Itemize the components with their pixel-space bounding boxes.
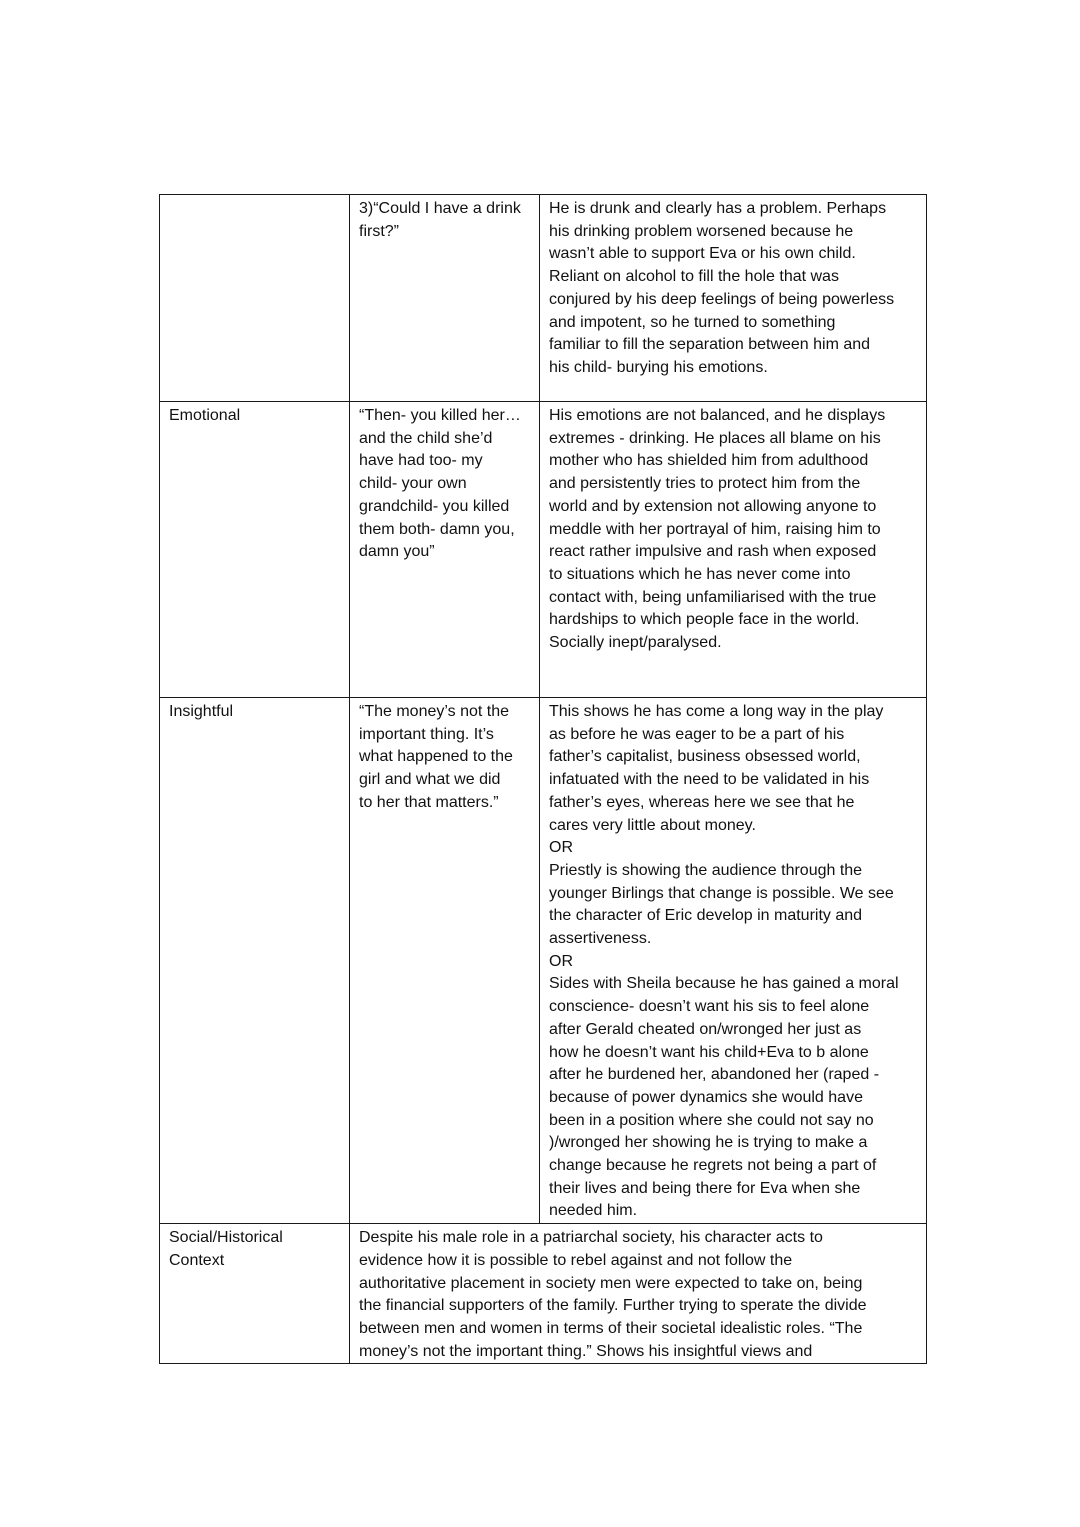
- table-row: [160, 698, 927, 1224]
- aspect-cell: [160, 1224, 350, 1364]
- quote-line: “Then- you killed her…: [359, 407, 521, 424]
- quote-line: what happened to the: [359, 748, 513, 766]
- aspect-label: Insightful: [169, 703, 234, 720]
- context-line: Despite his male role in a patriarchal society, his character acts to: [359, 1229, 823, 1247]
- analysis-line: wasn’t able to support Eva or his own child.: [549, 245, 856, 263]
- analysis-line: He is drunk and clearly has a problem. Perhaps: [549, 200, 887, 217]
- quote-line: girl and what we did: [359, 771, 501, 789]
- analysis-line: the character of Eric develop in maturity and: [549, 907, 863, 925]
- quote-line: damn you”: [359, 543, 435, 561]
- analysis-line: conscience- doesn’t want his sis to feel alone: [549, 998, 870, 1016]
- quote-line: have had too- my: [359, 452, 483, 470]
- quote-line: them both- damn you,: [359, 520, 515, 538]
- analysis-line: conjured by his deep feelings of being powerless: [549, 290, 895, 308]
- aspect-cell: [160, 402, 350, 698]
- analysis-table: [159, 194, 927, 1364]
- analysis-line: Priestly is showing the audience through the: [549, 861, 863, 879]
- quote-line: first?”: [359, 222, 399, 240]
- analysis-line: been in a position where she could not say no: [549, 1111, 874, 1129]
- analysis-line: and impotent, so he turned to something: [549, 313, 836, 331]
- analysis-line: his drinking problem worsened because he: [549, 222, 854, 240]
- quote-cell: [350, 402, 540, 698]
- analysis-line: after Gerald cheated on/wronged her just as: [549, 1020, 862, 1038]
- analysis-line: infatuated with the need to be validated in his: [549, 771, 870, 789]
- analysis-line: as before he was eager to be a part of his: [549, 725, 845, 743]
- analysis-line: father’s eyes, whereas here we see that he: [549, 793, 855, 811]
- analysis-line: )/wronged her showing he is trying to make a: [549, 1134, 868, 1152]
- analysis-line: His emotions are not balanced, and he displays: [549, 407, 886, 424]
- context-line: money’s not the important thing.” Shows his insightful views and: [359, 1342, 813, 1360]
- quote-line: child- your own: [359, 475, 467, 493]
- context-line: evidence how it is possible to rebel against and not follow the: [359, 1251, 793, 1269]
- analysis-line: his child- burying his emotions.: [549, 358, 768, 376]
- analysis-line: This shows he has come a long way in the play: [549, 703, 884, 720]
- analysis-line: assertiveness.: [549, 930, 652, 948]
- aspect-label: Context: [169, 1251, 225, 1269]
- table-row: [160, 195, 927, 402]
- analysis-line: contact with, being unfamiliarised with the true: [549, 588, 877, 606]
- analysis-line: react rather impulsive and rash when exposed: [549, 543, 877, 561]
- analysis-line: Reliant on alcohol to fill the hole that was: [549, 268, 839, 286]
- analysis-line: Socially inept/paralysed.: [549, 634, 722, 652]
- analysis-line: Sides with Sheila because he has gained a moral: [549, 975, 899, 993]
- quote-cell: [350, 195, 540, 402]
- quote-line: “The money’s not the: [359, 703, 510, 720]
- analysis-line: cares very little about money.: [549, 816, 756, 834]
- aspect-label: Social/Historical: [169, 1229, 283, 1247]
- analysis-line: younger Birlings that change is possible. We see: [549, 884, 894, 902]
- aspect-cell: [160, 195, 350, 402]
- analysis-line: and persistently tries to protect him from the: [549, 475, 861, 493]
- analysis-line: needed him.: [549, 1202, 638, 1220]
- quote-line: important thing. It’s: [359, 725, 494, 743]
- analysis-line: familiar to fill the separation between him and: [549, 336, 871, 354]
- context-line: authoritative placement in society men were expected to take on, being: [359, 1274, 863, 1292]
- quote-line: grandchild- you killed: [359, 497, 510, 515]
- quote-line: and the child she’d: [359, 429, 493, 447]
- analysis-line: world and by extension not allowing anyone to: [549, 497, 877, 515]
- analysis-line: their lives and being there for Eva when she: [549, 1179, 861, 1197]
- analysis-line: after he burdened her, abandoned her (raped -: [549, 1066, 880, 1084]
- analysis-line: mother who has shielded him from adulthood: [549, 452, 869, 470]
- aspect-label: Emotional: [169, 407, 241, 424]
- quote-line: to her that matters.”: [359, 793, 499, 811]
- analysis-line: hardships to which people face in the world.: [549, 611, 860, 629]
- context-cell: [350, 1224, 927, 1364]
- analysis-line: OR: [549, 952, 573, 970]
- aspect-cell: [160, 698, 350, 1224]
- analysis-cell: [540, 402, 927, 698]
- analysis-line: because of power dynamics she would have: [549, 1088, 863, 1106]
- table-row: [160, 402, 927, 698]
- analysis-cell: [540, 195, 927, 402]
- context-line: between men and women in terms of their societal idealistic roles. “The: [359, 1319, 863, 1337]
- quote-cell: [350, 698, 540, 1224]
- context-line: the financial supporters of the family. Further trying to sperate the divide: [359, 1297, 867, 1315]
- analysis-line: change because he regrets not being a part of: [549, 1157, 877, 1175]
- analysis-cell: [540, 698, 927, 1224]
- analysis-line: extremes - drinking. He places all blame on his: [549, 429, 881, 447]
- analysis-line: how he doesn’t want his child+Eva to b alone: [549, 1043, 869, 1061]
- table-row: [160, 1224, 927, 1364]
- quote-line: 3)“Could I have a drink: [359, 200, 521, 217]
- analysis-line: OR: [549, 839, 573, 857]
- analysis-line: to situations which he has never come into: [549, 565, 851, 583]
- analysis-line: father’s capitalist, business obsessed world,: [549, 748, 861, 766]
- analysis-line: meddle with her portrayal of him, raising him to: [549, 520, 881, 538]
